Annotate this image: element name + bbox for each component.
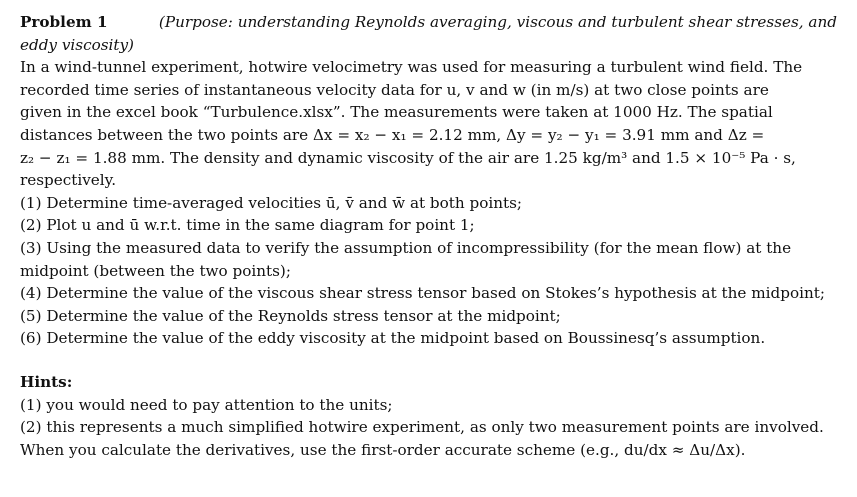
paragraph-line: respectively. xyxy=(20,171,117,190)
task-item: (2) Plot u and ū w.r.t. time in the same diagram for point 1; xyxy=(20,216,475,235)
hint-item: (1) you would need to pay attention to the units; xyxy=(20,395,393,414)
task-item: (1) Determine time-averaged velocities ū, v̄ and w̄ at both points; xyxy=(20,193,523,212)
paragraph-line: distances between the two points are Δx = x₂ − x₁ = 2.12 mm, Δy = y₂ − y₁ = 3.91 mm and Δz = xyxy=(20,125,765,144)
problem-purpose: (Purpose: understanding Reynolds averaging, viscous and turbulent shear stresses, and xyxy=(158,13,837,31)
hints-title: Hints: xyxy=(20,372,73,391)
problem-title: Problem 1 xyxy=(20,13,108,31)
paragraph-line: recorded time series of instantaneous velocity data for u, v and w (in m/s) at two close points are xyxy=(20,80,769,99)
paragraph-line: given in the excel book “Turbulence.xlsx”. The measurements were taken at 1000 Hz. The spatial xyxy=(20,103,773,122)
task-item: (4) Determine the value of the viscous shear stress tensor based on Stokes’s hypothesis at the midpoint; xyxy=(20,284,825,303)
paragraph-line: z₂ − z₁ = 1.88 mm. The density and dynamic viscosity of the air are 1.25 kg/m³ and 1.5 × 10⁻⁵ Pa · s, xyxy=(20,148,796,167)
task-item: (6) Determine the value of the eddy viscosity at the midpoint based on Boussinesq’s assumption. xyxy=(20,329,766,348)
task-item: midpoint (between the two points); xyxy=(20,261,291,280)
task-item: (5) Determine the value of the Reynolds stress tensor at the midpoint; xyxy=(20,306,561,325)
problem-purpose-continued: eddy viscosity) xyxy=(20,35,134,54)
hint-item: When you calculate the derivatives, use the first-order accurate scheme (e.g., du/dx ≈ Δu/Δx). xyxy=(20,440,746,459)
section-spacer xyxy=(20,350,837,371)
task-item: (3) Using the measured data to verify the assumption of incompressibility (for the mean flow) at the xyxy=(20,238,792,257)
problem-heading xyxy=(20,11,837,34)
paragraph-line: In a wind-tunnel experiment, hotwire velocimetry was used for measuring a turbulent wind field. The xyxy=(20,58,803,77)
hint-item: (2) this represents a much simplified hotwire experiment, as only two measurement points are involved. xyxy=(20,418,824,437)
